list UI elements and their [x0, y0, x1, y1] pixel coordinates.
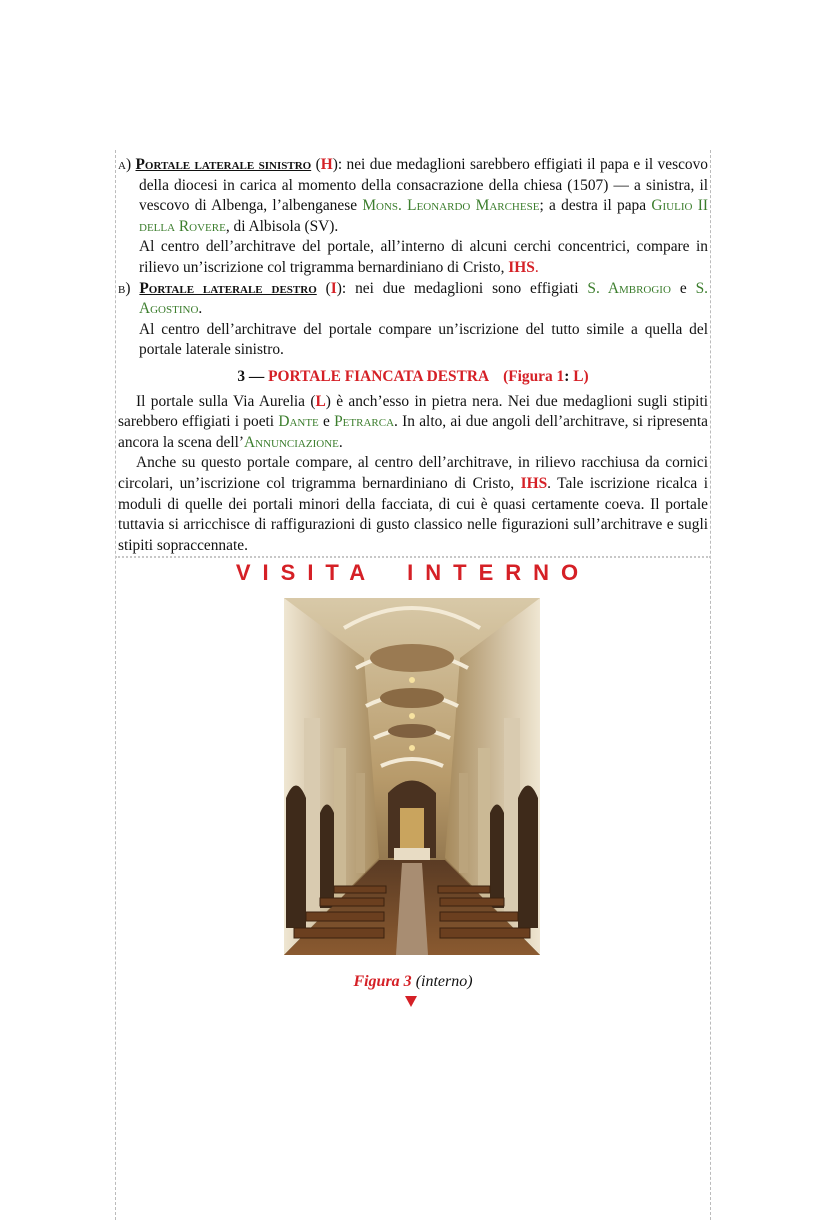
section-a-paragraph: [118, 155, 708, 237]
section-a-mid: ; a destra il papa: [539, 197, 652, 215]
figure-ref-label: (Figura 1: [503, 367, 565, 385]
para1-annunciazione: Annunciazione: [244, 433, 339, 451]
section-a-p2: Al centro dell’architrave del portale, all’interno di alcuni cerchi concentrici, compare in rilievo un’iscrizione col trigramma bernardiniano di Cristo,: [139, 238, 708, 276]
visita-interno-heading: [118, 560, 708, 586]
interno-word: INTERNO: [407, 560, 591, 585]
section-3-heading: [118, 367, 708, 388]
section-a-end: , di Albisola (SV).: [225, 217, 339, 235]
visita-word: VISITA: [235, 560, 378, 585]
section-b-name1: S. Ambrogio: [587, 279, 671, 297]
section-a-title: Portale laterale sinistro: [135, 156, 312, 173]
section-b-marker: b): [118, 279, 131, 297]
para1-b: ) è anch’esso in pietra nera. Nei due medaglioni sugli stipiti sarebbero effigiati i poeti: [118, 392, 708, 431]
caption-text: (interno): [411, 973, 473, 990]
section-b-p2: Al centro dell’architrave del portale compare un’iscrizione del tutto simile a quella del portale laterale sinistro.: [139, 320, 708, 359]
church-interior-photo: [284, 598, 540, 955]
section-b-paragraph: [118, 279, 708, 320]
section-a-name2: Giulio II della Rovere: [139, 197, 708, 235]
figure-ref-letter: L: [573, 367, 584, 385]
caption-figure-label: Figura 3: [353, 973, 412, 990]
section-b-letter: I: [330, 279, 337, 297]
para1-petrarca: Petrarca: [334, 413, 395, 431]
section-a-text: ): nei due medaglioni sarebbero effigiati il papa e il vescovo della diocesi in carica al momento della consacrazione della chiesa (1507) — a sinistra, il vescovo di Albenga, l’albenganese: [139, 156, 708, 215]
left-border: [115, 150, 117, 1220]
figure-ref-close: ): [583, 367, 589, 385]
section-a-paragraph-2: [118, 237, 708, 278]
section-b-end: .: [198, 300, 203, 318]
para1-letter: L: [315, 392, 326, 410]
section-b-title: Portale laterale destro: [139, 279, 317, 297]
section-divider: [115, 556, 711, 558]
para2-ihs: IHS: [520, 474, 548, 492]
right-border: [710, 150, 712, 1220]
para1-c: . In alto, ai due angoli dell’architrave, si ripresenta ancora la scena dell’: [118, 413, 708, 451]
section-a-name1: Mons. Leonardo Marchese: [362, 197, 540, 215]
para1-e: e: [318, 413, 335, 431]
para1-d: .: [338, 433, 343, 451]
para1-dante: Dante: [278, 413, 319, 431]
section-b-name2: S. Agostino: [139, 279, 708, 318]
section-b-paragraph-2: [118, 320, 708, 361]
section-3-figure-ref: [503, 368, 589, 385]
para2-a: Anche su questo portale compare, al centro dell’architrave, in rilievo racchiusa da cornici circolari, un’iscrizione col trigramma bernardiniano di Cristo,: [118, 454, 708, 492]
section-a-open-paren: (: [311, 156, 321, 173]
section-3-paragraph-1: [118, 392, 708, 454]
text-block: [118, 155, 708, 556]
section-b-mid: e: [670, 279, 696, 297]
section-a-letter: H: [320, 156, 333, 173]
para2-b: . Tale iscrizione ricalca i moduli di quelle dei portali minori della facciata, di cui è quasi certamente coeva. Il portale tuttavia si arricchisce di raffigurazioni di gusto classico nelle figurazioni sull’architrave e sugli stipiti sopraccennate.: [118, 474, 708, 554]
section-a-marker: a): [118, 156, 132, 173]
figure-caption: [118, 973, 708, 991]
section-3-title: PORTALE FIANCATA DESTRA: [268, 367, 490, 385]
section-a-dot: .: [534, 258, 539, 276]
figure-ref-colon: :: [564, 367, 574, 385]
para1-a: Il portale sulla Via Aurelia (: [136, 392, 316, 410]
section-b-text: ): nei due medaglioni sono effigiati: [336, 279, 588, 297]
down-arrow-icon: [405, 996, 417, 1007]
section-b-open-paren: (: [316, 279, 331, 297]
section-a-ihs: IHS: [508, 258, 535, 276]
section-3-paragraph-2: [118, 453, 708, 556]
section-3-number: 3 —: [237, 367, 269, 385]
